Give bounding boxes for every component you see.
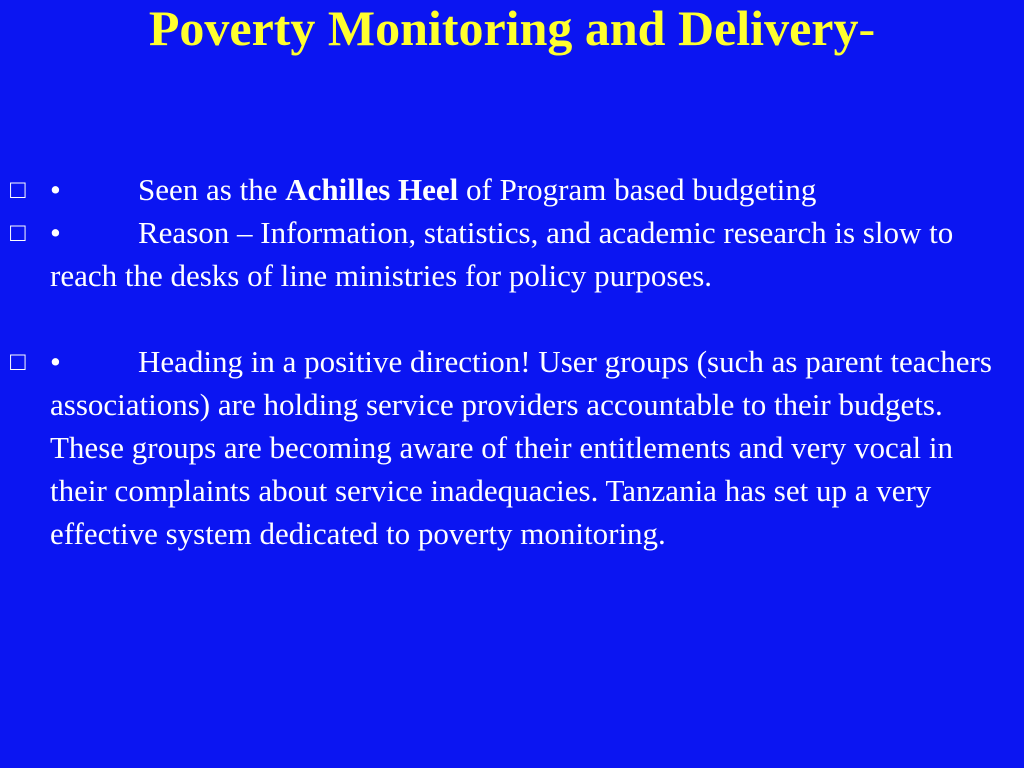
bullet-box-icon: □ — [10, 175, 26, 204]
title-text: Poverty Monitoring and Delivery — [148, 0, 859, 56]
bullet-item — [10, 168, 1010, 211]
bullet-text: Seen as the — [138, 172, 286, 207]
bullet-item — [10, 340, 1010, 555]
bullet-item — [10, 211, 1010, 297]
bullet-dot-icon: • — [50, 172, 61, 207]
slide-title — [0, 0, 1024, 64]
bullet-dot-icon: • — [50, 344, 61, 379]
bullet-dot-icon: • — [50, 215, 61, 250]
bullet-text: Heading in a positive direction! User groups (such as parent teachers associations) are holding service providers accountable to their budgets. These groups are becoming aware of their entitlements and very vocal in their complaints about service inadequacies. Tanzania has set up a very effective system dedicated to poverty monitoring. — [50, 344, 992, 551]
bullet-list — [10, 168, 1010, 555]
title-suffix: - — [858, 0, 876, 56]
bullet-text: Reason – Information, statistics, and academic research is slow to reach the desks of line ministries for policy purposes. — [50, 215, 954, 293]
bullet-emphasis: Achilles Heel — [285, 172, 459, 207]
bullet-box-icon: □ — [10, 347, 26, 376]
bullet-text-continued: of Program based budgeting — [458, 172, 817, 207]
bullet-box-icon: □ — [10, 218, 26, 247]
